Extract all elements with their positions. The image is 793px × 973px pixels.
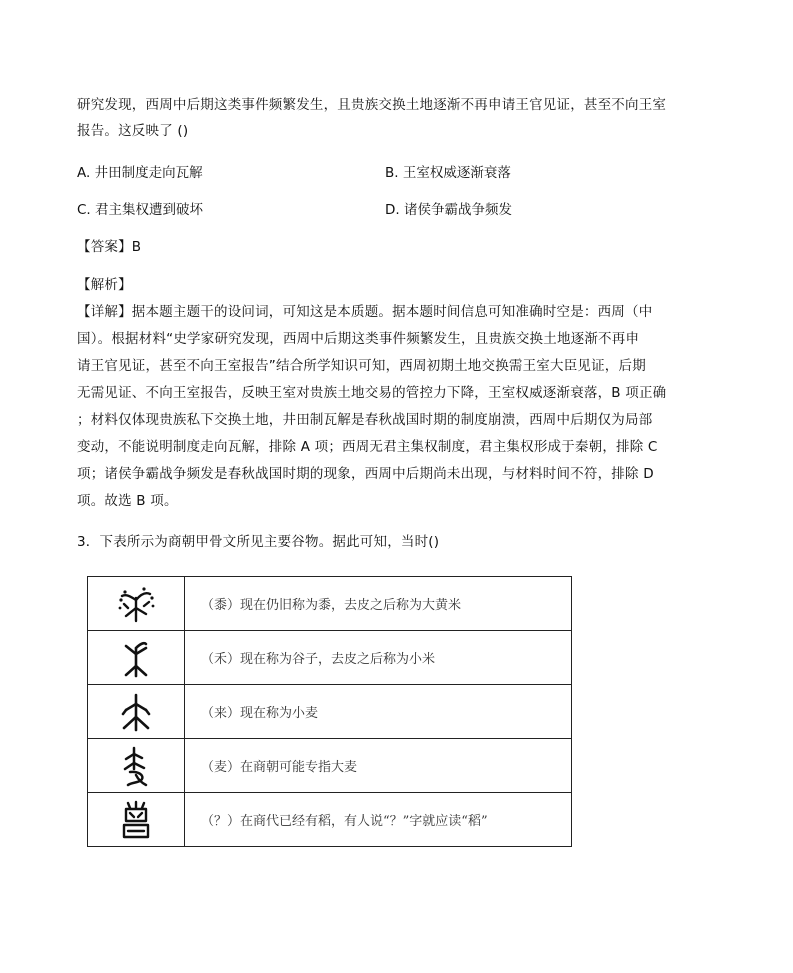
question-line-2: 报告。这反映了 () [77, 123, 189, 139]
grain-desc: （禾）现在称为谷子，去皮之后称为小米 [185, 631, 572, 685]
analysis-line: 变动，不能说明制度走向瓦解，排除 A 项；西周无君主集权制度，君主集权形成于秦朝，排除 C [77, 439, 658, 455]
glyph-cell [88, 739, 185, 793]
grain-desc: （麦）在商朝可能专指大麦 [185, 739, 572, 793]
option-b: B. 王室权威逐渐衰落 [385, 165, 511, 181]
glyph-cell [88, 631, 185, 685]
he-oracle-glyph [118, 638, 154, 678]
glyph-cell [88, 685, 185, 739]
analysis-line: ；材料仅体现贵族私下交换土地，井田制瓦解是春秋战国时期的制度崩溃，西周中后期仅为局部 [77, 412, 653, 428]
mai-oracle-glyph [118, 745, 154, 787]
glyph-cell [88, 793, 185, 847]
lai-oracle-glyph [118, 692, 154, 732]
option-a: A. 井田制度走向瓦解 [77, 165, 203, 181]
analysis-line: 【详解】据本题主题干的设问词，可知这是本质题。据本题时间信息可知准确时空是：西周（中 [77, 304, 653, 320]
analysis-line: 项；诸侯争霸战争频发是春秋战国时期的现象，西周中后期尚未出现，与材料时间不符，排除 D [77, 466, 654, 482]
option-c: C. 君主集权遭到破坏 [77, 202, 204, 218]
analysis-heading: 【解析】 [77, 277, 132, 293]
grain-desc: （黍）现在仍旧称为黍，去皮之后称为大黄米 [185, 577, 572, 631]
analysis-line: 请王官见证，甚至不向王室报告”结合所学知识可知，西周初期土地交换需王室大臣见证，后期 [77, 358, 646, 374]
question-line-1: 研究发现，西周中后期这类事件频繁发生，且贵族交换土地逐渐不再申请王官见证，甚至不向王室 [77, 97, 667, 113]
question-3: 3．下表所示为商朝甲骨文所见主要谷物。据此可知，当时() [77, 534, 440, 550]
table-row [88, 793, 572, 847]
table-row [88, 631, 572, 685]
table-row [88, 577, 572, 631]
analysis-line: 国）。根据材料“史学家研究发现，西周中后期这类事件频繁发生，且贵族交换土地逐渐不再申 [77, 331, 640, 347]
grain-desc: （来）现在称为小麦 [185, 685, 572, 739]
glyph-cell [88, 577, 185, 631]
analysis-line: 项。故选 B 项。 [77, 493, 178, 509]
table-row [88, 739, 572, 793]
grain-desc: （？）在商代已经有稻，有人说“？”字就应读“稻” [185, 793, 572, 847]
answer: 【答案】B [77, 239, 142, 255]
grain-table [87, 576, 572, 847]
option-d: D. 诸侯争霸战争频发 [385, 202, 512, 218]
dao-oracle-glyph [118, 799, 154, 841]
table-row [88, 685, 572, 739]
analysis-line: 无需见证、不向王室报告，反映王室对贵族土地交易的管控力下降，王室权威逐渐衰落，B 项正确 [77, 385, 667, 401]
shu-oracle-glyph [114, 584, 158, 624]
